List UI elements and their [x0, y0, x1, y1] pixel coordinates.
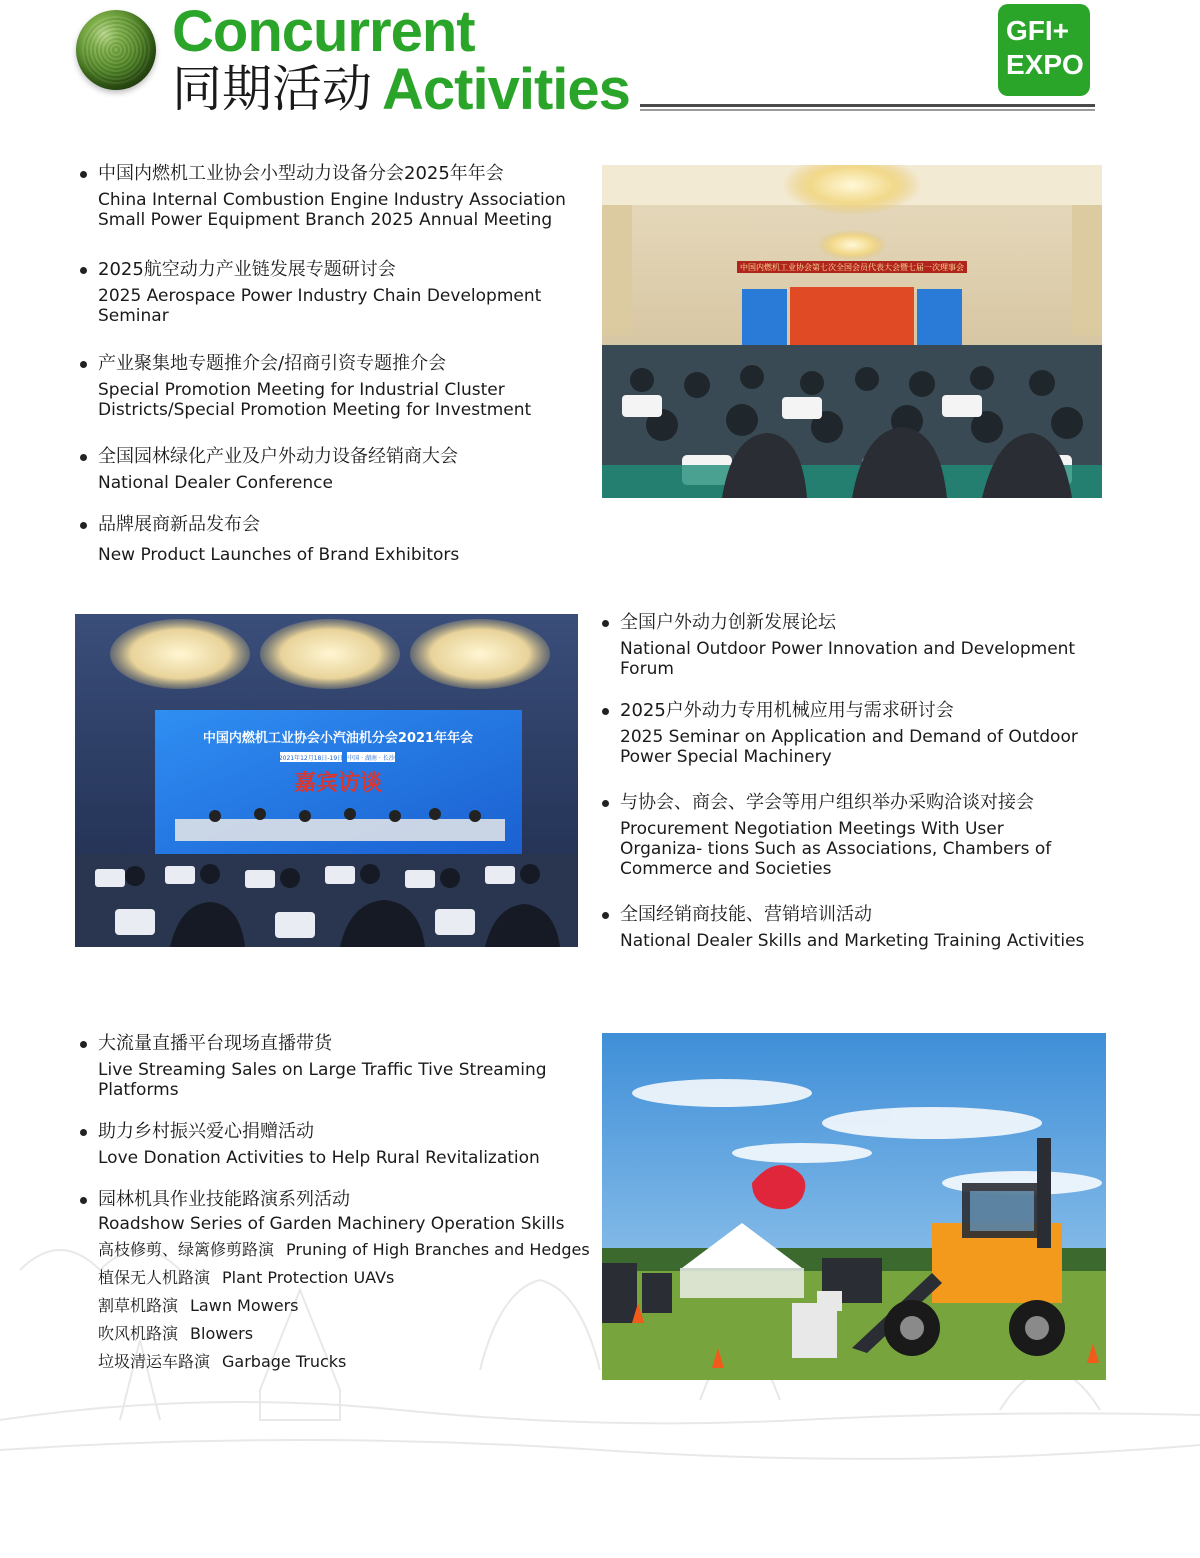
sub-item	[98, 1348, 590, 1376]
list-item	[602, 791, 1087, 879]
title-chinese: 同期活动	[172, 60, 372, 118]
list-item	[80, 162, 580, 230]
sub-item-zh: 植保无人机路演	[98, 1268, 211, 1287]
photo2-screen-place: 中国 · 湖南 · 长沙	[347, 755, 395, 762]
list-item	[80, 258, 580, 326]
logo-line1: GFI+	[1006, 15, 1070, 46]
photo1-banner-text: 中国内燃机工业协会第七次全国会员代表大会暨七届一次理事会	[740, 263, 964, 272]
sub-item-en: Garbage Trucks	[222, 1352, 347, 1371]
item-en: China Internal Combustion Engine Industry Association Small Power Equipment Branch 2025 Annual Meeting	[98, 190, 566, 230]
list-item	[602, 699, 1087, 767]
sub-item-zh: 高枝修剪、绿篱修剪路演	[98, 1240, 275, 1259]
section2-list	[602, 611, 1087, 951]
item-zh: 与协会、商会、学会等用户组织举办采购洽谈对接会	[620, 792, 1034, 813]
item-zh: 品牌展商新品发布会	[98, 514, 260, 535]
item-en: Love Donation Activities to Help Rural Revitalization	[98, 1148, 540, 1168]
sub-item-zh: 吹风机路演	[98, 1324, 179, 1343]
list-item	[80, 1120, 590, 1168]
sub-item-en: Plant Protection UAVs	[222, 1268, 395, 1287]
item-zh: 全国户外动力创新发展论坛	[620, 612, 836, 633]
item-en: National Dealer Skills and Marketing Training Activities	[620, 931, 1085, 951]
item-zh: 全国经销商技能、营销培训活动	[620, 904, 872, 925]
green-globe-icon	[76, 10, 156, 90]
item-zh: 园林机具作业技能路演系列活动	[98, 1189, 350, 1210]
sub-item-en: Lawn Mowers	[190, 1296, 299, 1315]
item-zh: 大流量直播平台现场直播带货	[98, 1033, 332, 1054]
item-en: Special Promotion Meeting for Industrial Cluster Districts/Special Promotion Meeting for Investment	[98, 380, 532, 420]
outdoor-machinery-photo	[602, 1033, 1106, 1380]
sub-item-en: Pruning of High Branches and Hedges	[286, 1240, 590, 1259]
forum-stage-photo	[75, 614, 578, 947]
sub-item-en: Blowers	[190, 1324, 254, 1343]
item-zh: 产业聚集地专题推介会/招商引资专题推介会	[98, 353, 447, 374]
sub-item-zh: 割草机路演	[98, 1296, 179, 1315]
logo-line2: EXPO	[1006, 49, 1084, 80]
gfi-expo-logo	[998, 4, 1090, 96]
list-item	[80, 1032, 590, 1100]
title-concurrent: Concurrent	[172, 0, 475, 64]
list-item	[80, 445, 580, 493]
list-item	[80, 1188, 590, 1376]
conference-hall-photo	[602, 165, 1102, 498]
item-en: New Product Launches of Brand Exhibitors	[98, 545, 460, 565]
section3-list	[80, 1032, 590, 1376]
item-zh: 全国园林绿化产业及户外动力设备经销商大会	[98, 446, 458, 467]
title-activities: Activities	[382, 57, 630, 122]
title-rule-thin	[640, 109, 1095, 111]
item-zh: 助力乡村振兴爱心捐赠活动	[98, 1121, 314, 1142]
sub-item	[98, 1264, 590, 1292]
item-en: Procurement Negotiation Meetings With User Organiza- tions Such as Associations, Chambers of Commerce and Societies	[620, 819, 1052, 879]
photo2-screen-date: 2021年12月18日-19日	[278, 755, 344, 762]
roadshow-sublist	[98, 1236, 590, 1376]
item-en: Roadshow Series of Garden Machinery Operation Skills	[98, 1214, 565, 1234]
sub-item	[98, 1236, 590, 1264]
item-zh: 中国内燃机工业协会小型动力设备分会2025年年会	[98, 163, 504, 184]
sub-item-zh: 垃圾清运车路演	[98, 1352, 211, 1371]
item-en: 2025 Aerospace Power Industry Chain Development Seminar	[98, 286, 542, 326]
sub-item	[98, 1320, 590, 1348]
item-zh: 2025航空动力产业链发展专题研讨会	[98, 259, 396, 280]
item-en: Live Streaming Sales on Large Traffic Tive Streaming Platforms	[98, 1060, 547, 1100]
photo2-screen-big: 嘉宾访谈	[293, 770, 383, 796]
photo2-screen-title: 中国内燃机工业协会小汽油机分会2021年年会	[202, 731, 474, 746]
item-en: National Outdoor Power Innovation and Development Forum	[620, 639, 1076, 679]
item-en: 2025 Seminar on Application and Demand of Outdoor Power Special Machinery	[620, 727, 1078, 767]
list-item	[602, 903, 1087, 951]
list-item	[80, 352, 580, 420]
title-rule	[640, 104, 1095, 107]
section1-list	[80, 162, 580, 565]
list-item	[80, 513, 580, 565]
item-en: National Dealer Conference	[98, 473, 333, 493]
item-zh: 2025户外动力专用机械应用与需求研讨会	[620, 700, 954, 721]
list-item	[602, 611, 1087, 679]
sub-item	[98, 1292, 590, 1320]
